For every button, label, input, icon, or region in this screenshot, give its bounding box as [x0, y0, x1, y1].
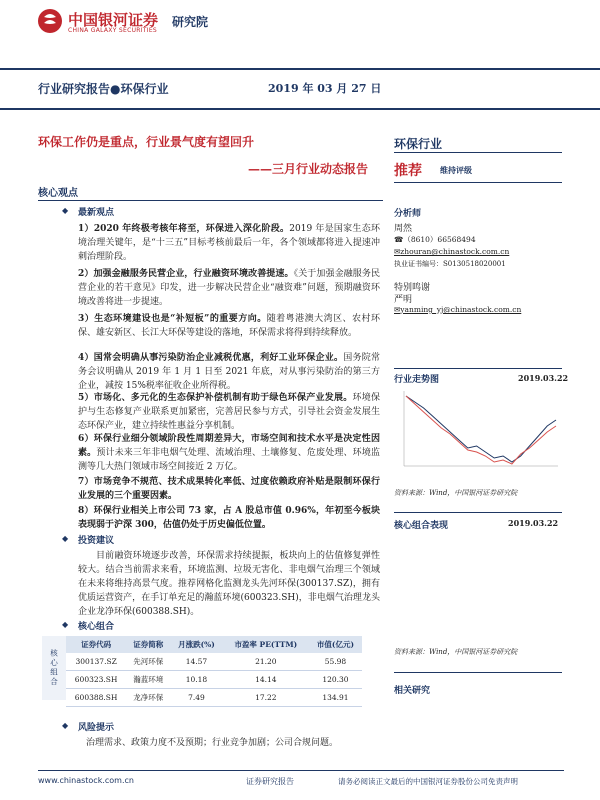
phone-icon: ☎	[394, 235, 404, 244]
special-thanks: 特别鸣谢	[394, 283, 431, 293]
footer-url[interactable]: www.chinastock.com.cn	[38, 776, 134, 785]
report-title: 环保工作仍是重点，行业景气度有望回升	[38, 135, 255, 149]
chart1-date: 2019.03.22	[518, 373, 569, 383]
col-header: 市值(亿元)	[309, 636, 362, 653]
analyst-email[interactable]: ✉zhouran@chinastock.com.cn	[394, 247, 510, 256]
analyst-heading: 分析师	[394, 209, 422, 219]
related-research: 相关研究	[394, 686, 431, 696]
invest-heading: 投资建议	[78, 536, 115, 546]
chart1-title: 行业走势图	[394, 375, 440, 385]
col-header: 证券简称	[126, 636, 170, 653]
stocks-table	[66, 636, 362, 707]
brand-en: CHINA GALAXY SECURITIES	[68, 27, 158, 34]
stocks-heading: 核心组合	[78, 622, 115, 632]
chart2-placeholder	[394, 534, 562, 630]
brand-cn: 中国银河证券	[68, 11, 159, 29]
col-header: 证券代码	[66, 636, 126, 653]
mail-icon: ✉	[394, 305, 401, 314]
industry-trend-chart	[394, 386, 562, 472]
invest-text: 目前融资环境逐步改善，环保需求持续提振，板块向上的估值修复弹性较大。结合当前需求来看，环境监测、垃圾无害化、非电烟气治理三个领域在未来将维持高景气度。推荐网格化监测龙头先河环保(300137.SZ)，拥有优质运营资产，在手订单充足的瀚蓝环境(600323.SH)，非电烟气治理龙头企业龙净环保(600388.SH)。	[78, 551, 380, 617]
table-row: 600323.SH 瀚蓝环境 10.18 14.14 120.30	[66, 671, 362, 689]
chart1-source: 资料来源：Wind，中国银河证券研究院	[394, 489, 518, 497]
latest-heading: 最新观点	[78, 208, 115, 218]
analyst-name: 周然	[394, 224, 413, 234]
logo-icon	[38, 9, 62, 33]
point-1: 1）2020 年终极考核年将至，环保进入深化阶段。2019 年是国家生态环境治理关键年，是“十三五”目标考核前最后一年，各个领域都将进入提速冲刺治理阶段。	[78, 224, 380, 262]
thanks-name: 严明	[394, 295, 413, 305]
bullet-icon: ◆	[62, 206, 69, 215]
report-subtitle: ——三月行业动态报告	[248, 162, 369, 176]
series-line-1	[406, 396, 556, 464]
risk-text: 治理需求、政策力度不及预期；行业竞争加剧；公司合规问题。	[86, 738, 339, 748]
industry-label: 环保行业	[394, 137, 443, 151]
point-2: 2）加强金融服务民营企业，行业融资环境改善提速。《关于加强金融服务民营企业的若干意见》印发，进一步解决民营企业“融资难”问题，预期融资环境改善将进一步提速。	[78, 269, 380, 307]
institute: 研究院	[172, 15, 209, 29]
report-type: 行业研究报告●环保行业	[38, 82, 169, 96]
col-header: 月涨跌(%)	[170, 636, 223, 653]
chart2-date: 2019.03.22	[508, 518, 559, 528]
analyst-phone: ☎（8610）66568494	[394, 235, 476, 244]
col-header: 市盈率 PE(TTM)	[223, 636, 309, 653]
bullet-icon: ◆	[62, 721, 69, 730]
chart2-source: 资料来源：Wind，中国银河证券研究院	[394, 648, 518, 656]
table-row: 300137.SZ 先河环保 14.57 21.20 55.98	[66, 653, 362, 671]
rating-note: 维持评级	[440, 165, 472, 175]
thanks-email[interactable]: ✉yanming_yj@chinastock.com.cn	[394, 305, 522, 314]
footer-center: 证券研究报告	[246, 777, 294, 786]
point-7: 7）市场竞争不规范、技术成果转化率低、过度依赖政府补贴是限制环保行业发展的三个重要因素。	[78, 477, 380, 501]
series-line-0	[406, 396, 556, 462]
point-8: 8）环保行业相关上市公司 73 家，占 A 股总市值 0.96%，年初至今板块表现弱于沪深 300，估值仍处于历史偏低位置。	[78, 506, 380, 530]
table-side-label: 核心组合	[42, 636, 66, 700]
analyst-cert: 执业证书编号：S0130518020001	[394, 260, 506, 268]
core-heading: 核心观点	[38, 188, 78, 199]
report-date: 2019 年 03 月 27 日	[268, 82, 382, 95]
rating: 推荐	[394, 163, 422, 179]
table-row: 600388.SH 龙净环保 7.49 17.22 134.91	[66, 689, 362, 707]
bullet-icon: ◆	[62, 534, 69, 543]
point-4: 4）国常会明确从事污染防治企业减税优惠，利好工业环保企业。国务院常务会议明确从 2019 年 1 月 1 日至 2021 年底，对从事污染防治的第三方企业，减按 15%税率征收企业所得税。	[78, 353, 380, 391]
chart2-title: 核心组合表现	[394, 521, 449, 531]
risk-heading: 风险提示	[78, 723, 115, 733]
mail-icon: ✉	[394, 247, 401, 256]
point-3: 3）生态环境建设也是“补短板”的重要方向。随着粤港澳大湾区、农村环保、雄安新区、长江大环保等建设的落地，环保需求将得到持续释放。	[78, 314, 380, 338]
point-5: 5）市场化、多元化的生态保护补偿机制有助于绿色环保产业发展。环境保护与生态修复产业联系更加紧密，完善居民参与方式，引导社会资金发展生态环保产业，建立持续性惠益分享机制。	[78, 393, 380, 431]
bullet-icon: ◆	[62, 620, 69, 629]
footer-disclaimer: 请务必阅读正文最后的中国银河证券股份公司免责声明	[338, 777, 518, 786]
point-6: 6）环保行业细分领域阶段性周期差异大，市场空间和技术水平是决定性因素。预计未来三年非电烟气处理、流域治理、土壤修复、危废处理、环境监测等几大热门领域市场空间接近 2 万亿。	[78, 434, 380, 472]
